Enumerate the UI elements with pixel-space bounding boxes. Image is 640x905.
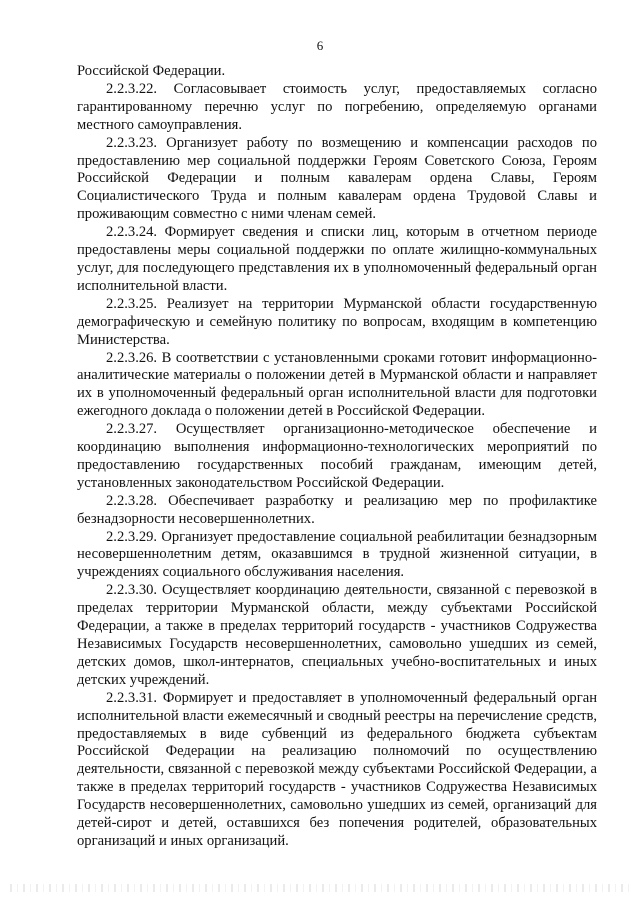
paragraph-continuation: Российской Федерации. — [77, 63, 226, 79]
clause-2-2-3-31: 2.2.3.31. Формирует и предоставляет в уполномоченный федеральный орган исполнительной власти ежемесячный и сводный реестры на перечисление средств, предоставляемых в виде субвенций из федерального бюджета субъектам Российской Федерации на реализацию полномочий по осуществлению деятельности, связанной с перевозкой между субъектами Российской Федерации, а также в пределах территорий государств - участников Содружества Независимых Государств несовершеннолетних, самовольно ушедших из семей, организаций для детей-сирот и детей, оставшихся без попечения родителей, образовательных организаций и иных организаций. — [77, 689, 597, 849]
document-body — [77, 63, 597, 851]
clause-2-2-3-23: 2.2.3.23. Организует работу по возмещению и компенсации расходов по предоставлению мер социальной поддержки Героям Советского Союза, Героям Российской Федерации и полным кавалерам ордена Славы, Героям Социалистического Труда и полным кавалерам ордена Трудовой Славы и проживающим совместно с ними членам семей. — [77, 134, 597, 223]
clause-2-2-3-27: 2.2.3.27. Осуществляет организационно-методическое обеспечение и координацию выполнения информационно-технологических мероприятий по предоставлению государственных пособий гражданам, имеющим детей, установленных законодательством Российской Федерации. — [77, 421, 597, 491]
clause-2-2-3-29: 2.2.3.29. Организует предоставление социальной реабилитации безнадзорным несовершеннолетним детям, оказавшимся в трудной жизненной ситуации, в учреждениях социального обслуживания населения. — [77, 528, 597, 581]
clause-2-2-3-26: 2.2.3.26. В соответствии с установленными сроками готовит информационно-аналитические материалы о положении детей в Мурманской области и направляет их в уполномоченный федеральный орган исполнительной власти для подготовки ежегодного доклада о положении детей в Российской Федерации. — [77, 349, 597, 420]
scan-noise-strip — [10, 884, 630, 892]
clause-2-2-3-30: 2.2.3.30. Осуществляет координацию деятельности, связанной с перевозкой в пределах территории Мурманской области, между субъектами Российской Федерации, а также в пределах территорий государств - участников Содружества Независимых Государств несовершеннолетних, самовольно ушедших из семей, детских домов, школ-интернатов, специальных учебно-воспитательных и иных детских учреждений. — [77, 582, 597, 688]
clause-2-2-3-22: 2.2.3.22. Согласовывает стоимость услуг, предоставляемых согласно гарантированному перечню услуг по погребению, определяемую органами местного самоуправления. — [77, 80, 597, 133]
page-number: 6 — [316, 38, 324, 53]
clause-2-2-3-25: 2.2.3.25. Реализует на территории Мурманской области государственную демографическую и семейную политику по вопросам, входящим в компетенцию Министерства. — [77, 295, 597, 348]
clause-2-2-3-24: 2.2.3.24. Формирует сведения и списки лиц, которым в отчетном периоде предоставлены меры социальной поддержки по оплате жилищно-коммунальных услуг, для последующего представления их в уполномоченный федеральный орган исполнительной власти. — [77, 224, 597, 294]
clause-2-2-3-28: 2.2.3.28. Обеспечивает разработку и реализацию мер по профилактике безнадзорности несовершеннолетних. — [77, 492, 597, 527]
